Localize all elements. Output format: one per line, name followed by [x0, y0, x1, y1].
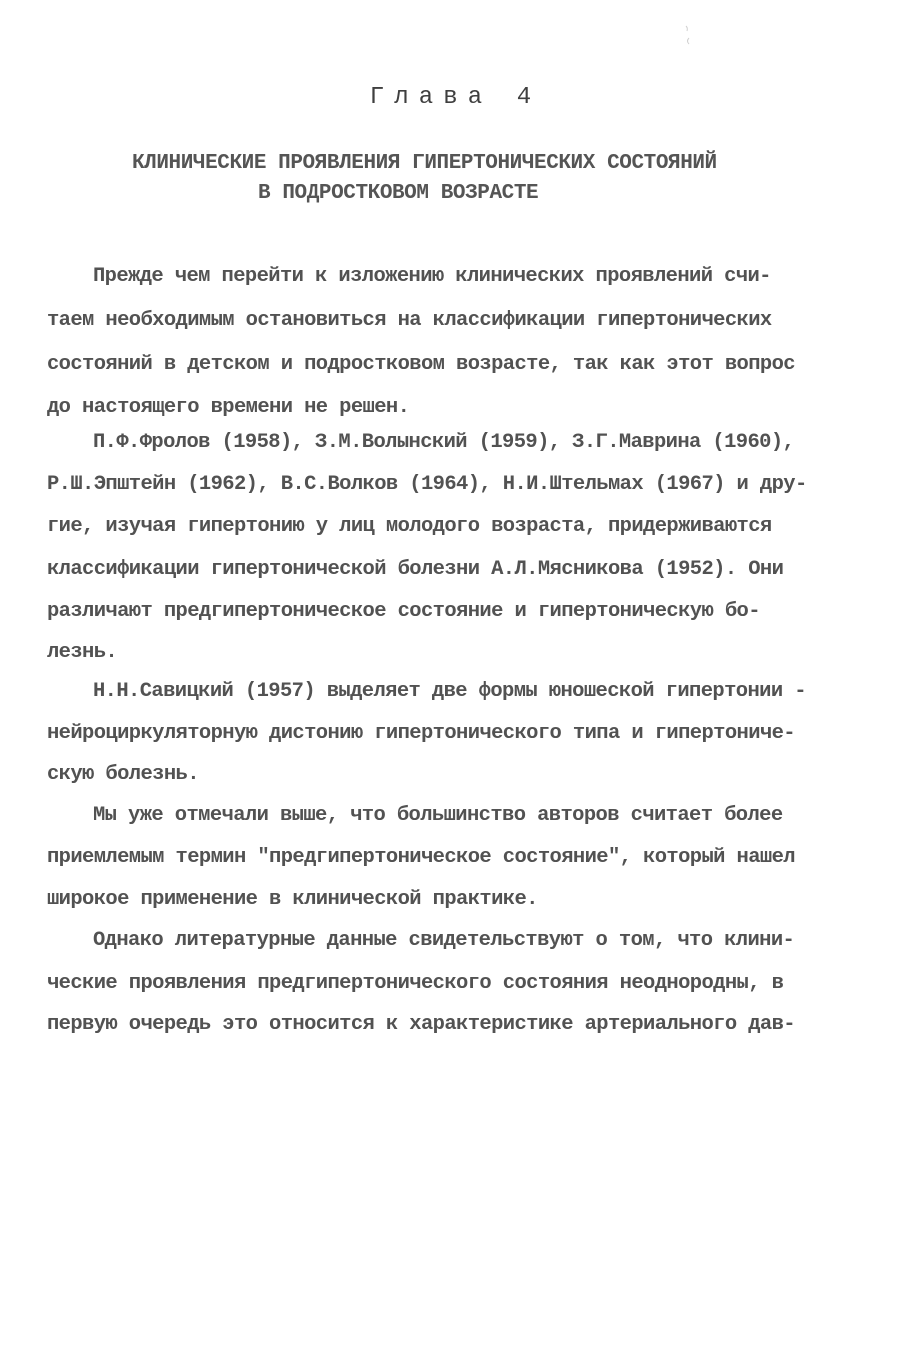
body-line: приемлемым термин "предгипертоническое состояние", который нашел [47, 846, 795, 869]
body-line: таем необходимым остановиться на классификации гипертонических [47, 309, 772, 332]
body-line: первую очередь это относится к характеристике артериального дав- [47, 1013, 795, 1036]
margin-pencil-mark [684, 24, 690, 46]
body-line: Прежде чем перейти к изложению клинических проявлений счи- [93, 265, 771, 288]
body-line: состояний в детском и подростковом возрасте, так как этот вопрос [47, 353, 795, 376]
body-line: П.Ф.Фролов (1958), З.М.Волынский (1959), З.Г.Маврина (1960), [93, 431, 795, 454]
chapter-title-line-1: КЛИНИЧЕСКИЕ ПРОЯВЛЕНИЯ ГИПЕРТОНИЧЕСКИХ СОСТОЯНИЙ [132, 152, 717, 175]
chapter-heading: Глава 4 [369, 84, 542, 111]
body-line: широкое применение в клинической практике. [47, 888, 538, 911]
body-line: Мы уже отмечали выше, что большинство авторов считает более [93, 804, 783, 827]
chapter-title-line-2: В ПОДРОСТКОВОМ ВОЗРАСТЕ [258, 182, 539, 205]
body-line: классификации гипертонической болезни А.Л.Мясникова (1952). Они [47, 558, 784, 581]
body-line: нейроциркуляторную дистонию гипертонического типа и гипертониче- [47, 722, 795, 745]
body-line: Р.Ш.Эпштейн (1962), В.С.Волков (1964), Н.И.Штельмах (1967) и дру- [47, 473, 807, 496]
body-line: скую болезнь. [47, 763, 199, 786]
body-line: ческие проявления предгипертонического состояния неоднородны, в [47, 972, 784, 995]
body-line: Н.Н.Савицкий (1957) выделяет две формы юношеской гипертонии - [93, 680, 806, 703]
body-line: до настоящего времени не решен. [47, 396, 410, 419]
body-line: гие, изучая гипертонию у лиц молодого возраста, придерживаются [47, 515, 772, 538]
body-line: различают предгипертоническое состояние и гипертоническую бо- [47, 600, 760, 623]
body-line: лезнь. [47, 641, 118, 664]
body-line: Однако литературные данные свидетельствуют о том, что клини- [93, 929, 795, 952]
